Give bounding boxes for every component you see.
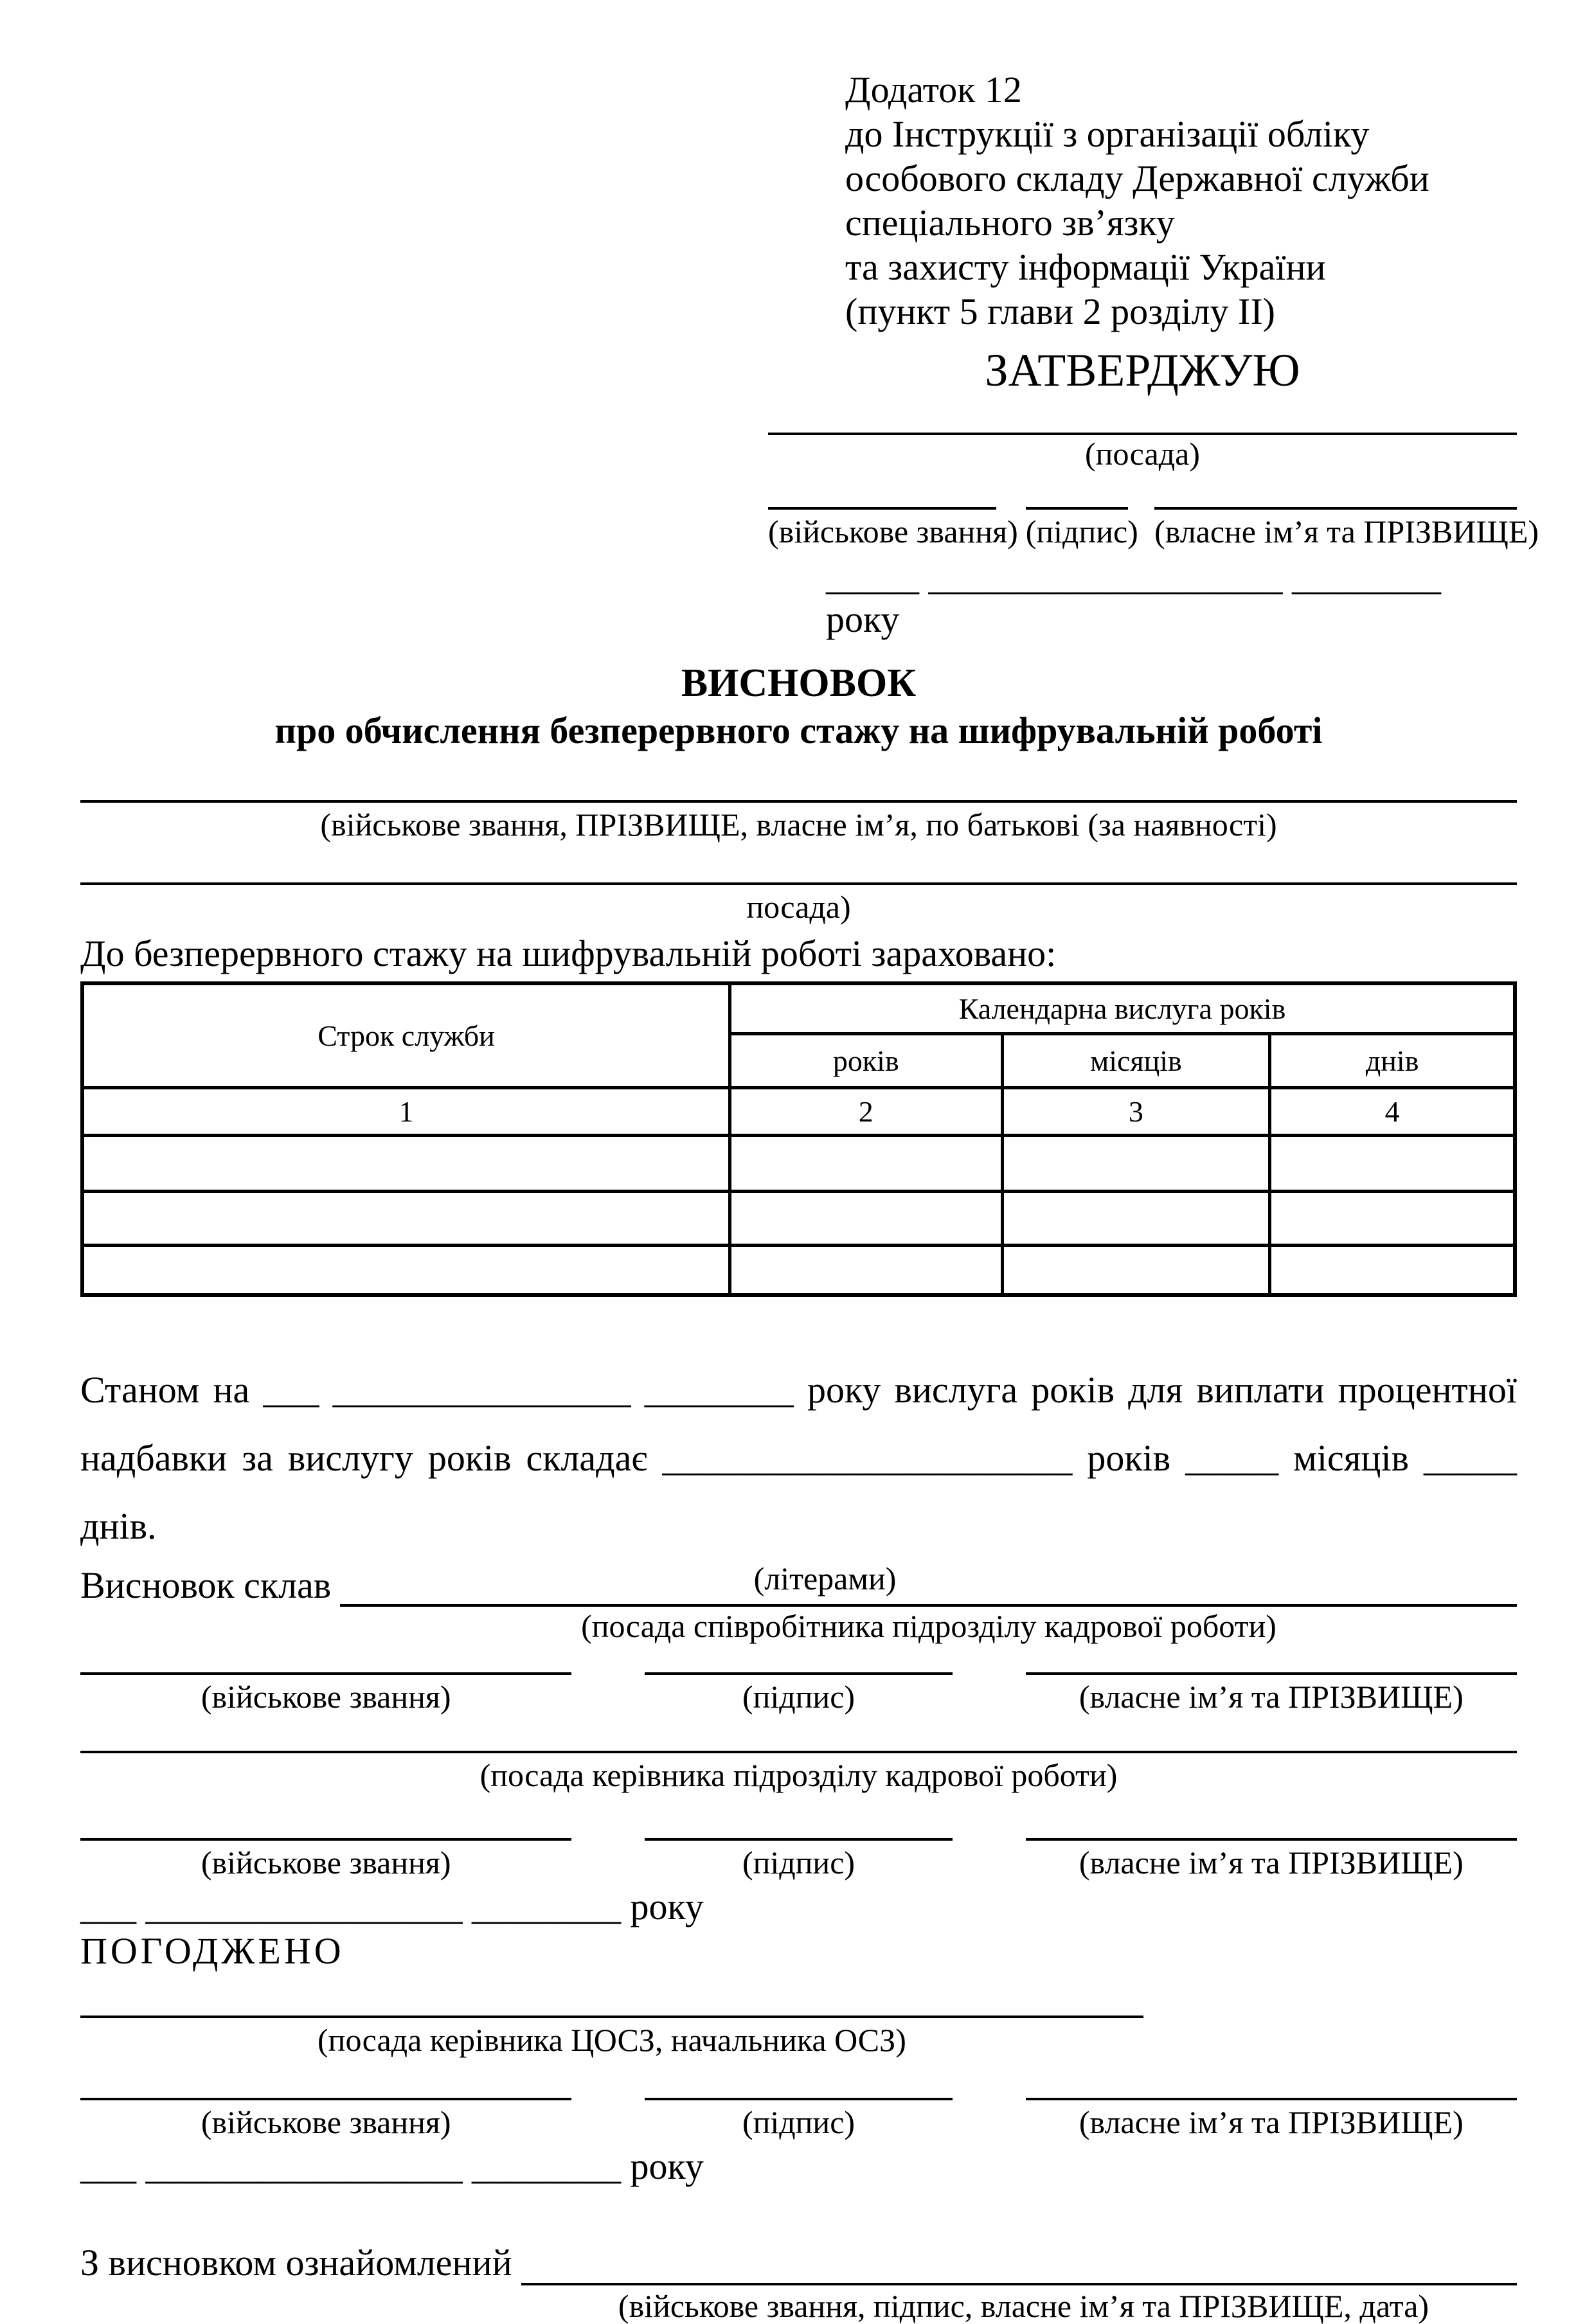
prepared-by-blank-line bbox=[340, 1564, 1517, 1607]
cosz-position-blank-line bbox=[80, 2016, 1143, 2018]
intro-text: До безперервного стажу на шифрувальній роботі зараховано: bbox=[80, 933, 1057, 974]
agreed-heading: ПОГОДЖЕНО bbox=[80, 1930, 345, 1972]
name-cell bbox=[1026, 1672, 1517, 1715]
signature-cell bbox=[1025, 507, 1138, 550]
appendix-reference-block bbox=[845, 67, 1517, 334]
approve-signature-row bbox=[768, 507, 1539, 550]
rank-blank-line bbox=[80, 1838, 571, 1841]
name-blank-line bbox=[1026, 1672, 1517, 1675]
acknowledged-text: З висновком ознайомлений bbox=[80, 2242, 512, 2284]
table-colnum: 2 bbox=[730, 1087, 1003, 1135]
rank-blank-line bbox=[768, 507, 996, 510]
rank-cell bbox=[768, 507, 1018, 550]
appendix-line: та захисту інформації України bbox=[845, 246, 1326, 288]
acknowledged-blank-line bbox=[521, 2240, 1517, 2285]
table-header-months: місяців bbox=[1002, 1033, 1270, 1087]
table-header-group: Календарна вислуга років bbox=[730, 983, 1516, 1033]
head-position-label: (посада керівника підрозділу кадрової роботи) bbox=[479, 1757, 1118, 1793]
table-cell-empty bbox=[1270, 1135, 1515, 1191]
name-label: (власне ім’я та ПРІЗВИЩЕ) bbox=[1154, 514, 1539, 550]
table-header-term: Строк служби bbox=[82, 983, 730, 1087]
table-colnum: 4 bbox=[1270, 1087, 1515, 1135]
approve-block bbox=[768, 398, 1539, 641]
acknowledged-row bbox=[80, 2240, 1517, 2285]
signature-label: (підпис) bbox=[742, 2104, 855, 2140]
service-record-table bbox=[80, 981, 1517, 1297]
signature-row bbox=[80, 2098, 1517, 2140]
table-row bbox=[82, 1245, 1515, 1295]
prepared-by-text: Висновок склав bbox=[80, 1564, 332, 1606]
name-label: (власне ім’я та ПРІЗВИЩЕ) bbox=[1079, 2104, 1464, 2140]
position-blank-line bbox=[768, 398, 1517, 435]
prepared-by-row bbox=[80, 1564, 1517, 1607]
signature-blank-line bbox=[645, 1672, 952, 1675]
signature-row bbox=[80, 1838, 1517, 1881]
name-label: (власне ім’я та ПРІЗВИЩЕ) bbox=[1079, 1679, 1464, 1715]
prepared-by-position-label: (посада співробітника підрозділу кадрової роботи) bbox=[581, 1608, 1276, 1644]
in-words-label: (літерами) bbox=[753, 1560, 897, 1596]
name-label: (власне ім’я та ПРІЗВИЩЕ) bbox=[1079, 1845, 1464, 1881]
service-length-line-2: надбавки за вислугу років складає ______________________ років _____ місяців _____ днів. bbox=[80, 1437, 1517, 1547]
signature-blank-line bbox=[645, 1838, 952, 1841]
document-title: ВИСНОВОК bbox=[681, 661, 917, 705]
table-cell-empty bbox=[82, 1245, 730, 1295]
name-cell bbox=[1154, 507, 1539, 550]
rank-cell bbox=[80, 2098, 571, 2140]
appendix-line: до Інструкції з організації обліку bbox=[845, 113, 1370, 155]
table-cell-empty bbox=[730, 1135, 1003, 1191]
signature-cell bbox=[645, 1838, 952, 1881]
signature-blank-line bbox=[1026, 507, 1129, 510]
rank-cell bbox=[80, 1838, 571, 1881]
name-cell bbox=[1026, 2098, 1517, 2140]
name-blank-line bbox=[1026, 2098, 1517, 2100]
signature-label: (підпис) bbox=[742, 1845, 855, 1881]
person-line-label: (військове звання, ПРІЗВИЩЕ, власне ім’я, по батькові (за наявності) bbox=[320, 807, 1277, 843]
name-blank-line bbox=[1154, 507, 1517, 510]
signature-label: (підпис) bbox=[742, 1679, 855, 1715]
rank-blank-line bbox=[80, 2098, 571, 2100]
rank-cell bbox=[80, 1672, 571, 1715]
signature-cell bbox=[645, 1672, 952, 1715]
table-cell-empty bbox=[1270, 1245, 1515, 1295]
date-line: ___ _________________ ________ року bbox=[80, 2145, 704, 2187]
table-header-days: днів bbox=[1270, 1033, 1515, 1087]
position-line-label: посада) bbox=[746, 889, 851, 925]
table-cell-empty bbox=[730, 1245, 1003, 1295]
document-subtitle: про обчислення безперервного стажу на шифрувальній роботі bbox=[274, 710, 1323, 751]
rank-label: (військове звання) bbox=[201, 1845, 451, 1881]
signature-row bbox=[80, 1672, 1517, 1715]
approve-date-line: _____ ___________________ ________ року bbox=[826, 556, 1441, 640]
table-header-years: років bbox=[730, 1033, 1003, 1087]
position-label: (посада) bbox=[1085, 436, 1200, 472]
rank-label: (військове звання) bbox=[768, 514, 1018, 550]
date-line: ___ _________________ ________ року bbox=[80, 1886, 704, 1927]
signature-blank-line bbox=[645, 2098, 952, 2100]
form-content bbox=[80, 0, 1539, 2324]
table-row bbox=[82, 1135, 1515, 1191]
approve-heading: ЗАТВЕРДЖУЮ bbox=[985, 344, 1300, 396]
appendix-line: особового складу Державної служби bbox=[845, 157, 1429, 199]
rank-label: (військове звання) bbox=[201, 1679, 451, 1715]
table-row bbox=[82, 1191, 1515, 1245]
service-length-line-1: Станом на ___ ________________ ________ року вислуга років для виплати процентної bbox=[80, 1369, 1517, 1411]
appendix-line: спеціального зв’язку bbox=[845, 202, 1175, 244]
table-cell-empty bbox=[1002, 1135, 1270, 1191]
table-cell-empty bbox=[730, 1191, 1003, 1245]
cosz-position-label: (посада керівника ЦОСЗ, начальника ОСЗ) bbox=[318, 2022, 906, 2058]
rank-blank-line bbox=[80, 1672, 571, 1675]
table-cell-empty bbox=[1002, 1245, 1270, 1295]
table-colnum: 1 bbox=[82, 1087, 730, 1135]
acknowledged-label: (військове звання, підпис, власне ім’я та ПРІЗВИЩЕ, дата) bbox=[618, 2288, 1429, 2324]
table-colnum: 3 bbox=[1002, 1087, 1270, 1135]
table-cell-empty bbox=[1002, 1191, 1270, 1245]
table-cell-empty bbox=[1270, 1191, 1515, 1245]
table-cell-empty bbox=[82, 1191, 730, 1245]
table-cell-empty bbox=[82, 1135, 730, 1191]
service-length-paragraph bbox=[80, 1356, 1517, 1560]
signature-cell bbox=[645, 2098, 952, 2140]
name-blank-line bbox=[1026, 1838, 1517, 1841]
head-position-blank-line bbox=[80, 1751, 1517, 1753]
appendix-line: (пункт 5 глави 2 розділу ІІ) bbox=[845, 290, 1275, 332]
signature-label: (підпис) bbox=[1025, 514, 1138, 550]
name-cell bbox=[1026, 1838, 1517, 1881]
position-blank-line-2 bbox=[80, 882, 1517, 885]
person-blank-line bbox=[80, 800, 1517, 803]
appendix-line: Додаток 12 bbox=[845, 69, 1022, 111]
rank-label: (військове звання) bbox=[201, 2104, 451, 2140]
